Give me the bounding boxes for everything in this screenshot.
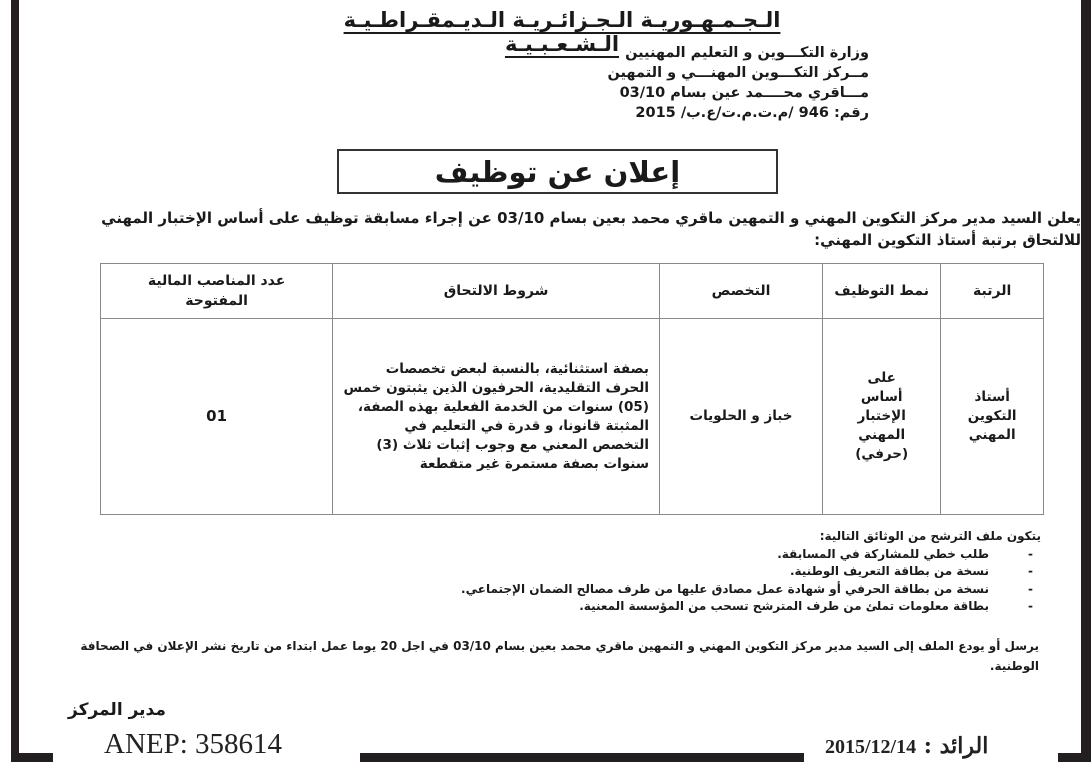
cell-specialty: خباز و الحلويات [659, 319, 822, 515]
ministry-line: وزارة التكـــوين و التعليم المهنيين [625, 45, 869, 61]
header-recruitment-mode: نمط التوظيف [823, 264, 941, 319]
cell-rank: أستاذ التكوين المهني [941, 319, 1044, 515]
documents-list [281, 546, 1041, 616]
header-positions: عدد المناصب المالية المفتوحة [101, 264, 333, 319]
title-box [337, 149, 778, 194]
cell-mode: على أساس الإختبار المهني (حرفي) [823, 319, 941, 515]
header-rank: الرتبة [941, 264, 1044, 319]
newspaper-name: الرائد : [923, 733, 989, 759]
frame-left-bar [11, 0, 19, 762]
table-row [101, 319, 1044, 515]
announcement-title: إعلان عن توظيف [434, 154, 681, 189]
center-line: مــركز التكـــوين المهنـــي و التمهين [607, 65, 869, 81]
document-item: - بطاقة معلومات تملئ من طرف المترشح تسحب من المؤسسة المعنية. [281, 598, 1011, 616]
cell-conditions: بصفة استثنائية، بالنسبة لبعض تخصصات الحرف التقليدية، الحرفيون الذين يثبتون خمس (05) سنوات من الخدمة الفعلية بهذه الصفة، المثبتة قانونا، و قدرة في التعليم في التخصص المعني مع وجوب إثبات ثلاث (3) سنوات بصفة مستمرة غير متقطعة [333, 319, 660, 515]
header-conditions: شروط الالتحاق [333, 264, 660, 319]
frame-bottom-right-bar [1058, 753, 1091, 762]
publication-date: 2015/12/14 [825, 736, 917, 758]
document-item: - طلب خطي للمشاركة في المسابقة. [281, 546, 1011, 564]
reference-line: رقم: 946 /م.ت.م.ت/ع.ب/ 2015 [635, 105, 869, 121]
documents-section [281, 528, 1041, 616]
document-item: - نسخة من بطاقة الحرفي أو شهادة عمل مصادق عليها من طرف مصالح الضمان الإجتماعي. [281, 581, 1011, 599]
frame-right-bar [1081, 0, 1091, 762]
recruitment-table [100, 263, 1044, 515]
center-name-line: مـــاقري محــــمد عين بسام 03/10 [619, 85, 869, 101]
cell-positions: 01 [101, 319, 333, 515]
document-item: - نسخة من بطاقة التعريف الوطنية. [281, 563, 1011, 581]
intro-paragraph: يعلن السيد مدير مركز التكوين المهني و التمهين ماقري محمد بعين بسام 03/10 عن إجراء مسابقة توظيف على أساس الإختبار المهني للالتحاق برتبة أستاذ التكوين المهني: [101, 209, 1081, 249]
republic-heading: الـجـمـهـوريـة الـجـزائـريـة الـديـمقـراطـيـة الـشـعـبـيـة [343, 8, 781, 56]
footer-rule [360, 753, 804, 762]
frame-bottom-left-bar [11, 753, 53, 762]
issuer-block [529, 43, 869, 123]
table-header-row [101, 264, 1044, 319]
anep-number: ANEP: 358614 [104, 728, 283, 760]
signature-title: مدير المركز [68, 700, 166, 720]
submission-paragraph: يرسل أو يودع الملف إلى السيد مدير مركز التكوين المهني و التمهين ماقري محمد بعين بسام 03/10 في اجل 20 يوما عمل ابتداء من تاريخ نشر الإعلان في الصحافة الوطنية. [80, 639, 1039, 673]
publication-stamp [825, 733, 988, 759]
documents-intro: يتكون ملف الترشح من الوثائق التالية: [819, 529, 1041, 543]
header-specialty: التخصص [659, 264, 822, 319]
